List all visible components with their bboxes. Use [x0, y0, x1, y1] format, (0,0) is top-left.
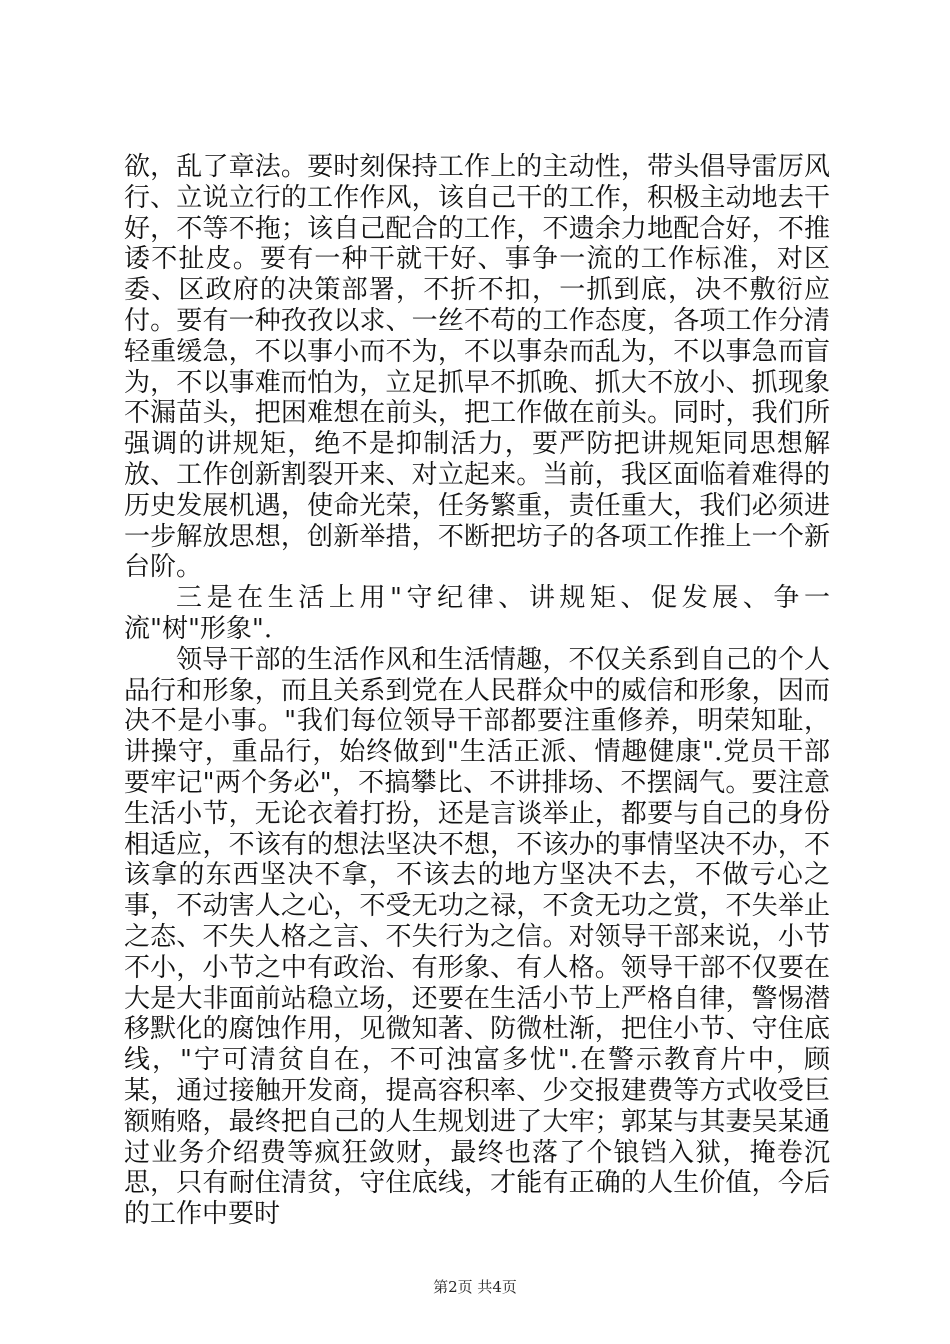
document-body [124, 152, 830, 1230]
paragraph-continuation: 欲，乱了章法。要时刻保持工作上的主动性，带头倡导雷厉风行、立说立行的工作作风，该自己干的工作，积极主动地去干好，不等不拖；该自己配合的工作，不遗余力地配合好，不推诿不扯皮。要有一种干就干好、事争一流的工作标准，对区委、区政府的决策部署，不折不扣，一抓到底，决不敷衍应付。要有一种孜孜以求、一丝不苟的工作态度，各项工作分清轻重缓急，不以事小而不为，不以事杂而乱为，不以事急而盲为，不以事难而怕为，立足抓早不抓晚、抓大不放小、抓现象不漏苗头，把困难想在前头，把工作做在前头。同时，我们所强调的讲规矩，绝不是抑制活力，要严防把讲规矩同思想解放、工作创新割裂开来、对立起来。当前，我区面临着难得的历史发展机遇，使命光荣，任务繁重，责任重大，我们必须进一步解放思想，创新举措，不断把坊子的各项工作推上一个新台阶。 [124, 152, 830, 583]
paragraph-heading-three: 三是在生活上用"守纪律、讲规矩、促发展、争一流"树"形象". [124, 583, 830, 644]
paragraph-life-style: 领导干部的生活作风和生活情趣，不仅关系到自己的个人品行和形象，而且关系到党在人民群众中的威信和形象，因而决不是小事。"我们每位领导干部都要注重修养，明荣知耻，讲操守，重品行，始终做到"生活正派、情趣健康".党员干部要牢记"两个务必"，不搞攀比、不讲排场、不摆阔气。要注意生活小节，无论衣着打扮，还是言谈举止，都要与自己的身份相适应，不该有的想法坚决不想，不该办的事情坚决不办，不该拿的东西坚决不拿，不该去的地方坚决不去，不做亏心之事，不动害人之心，不受无功之禄，不贪无功之赏，不失举止之态、不失人格之言、不失行为之信。对领导干部来说，小节不小，小节之中有政治、有形象、有人格。领导干部不仅要在大是大非面前站稳立场，还要在生活小节上严格自律，警惕潜移默化的腐蚀作用，见微知著、防微杜渐，把住小节、守住底线，"宁可清贫自在，不可浊富多忧".在警示教育片中，顾某，通过接触开发商，提高容积率、少交报建费等方式收受巨额贿赂，最终把自己的人生规划进了大牢；郭某与其妻吴某通过业务介绍费等疯狂敛财，最终也落了个锒铛入狱，掩卷沉思，只有耐住清贫，守住底线，才能有正确的人生价值，今后的工作中要时 [124, 644, 830, 1230]
page-footer: 第2页 共4页 [433, 1278, 517, 1296]
